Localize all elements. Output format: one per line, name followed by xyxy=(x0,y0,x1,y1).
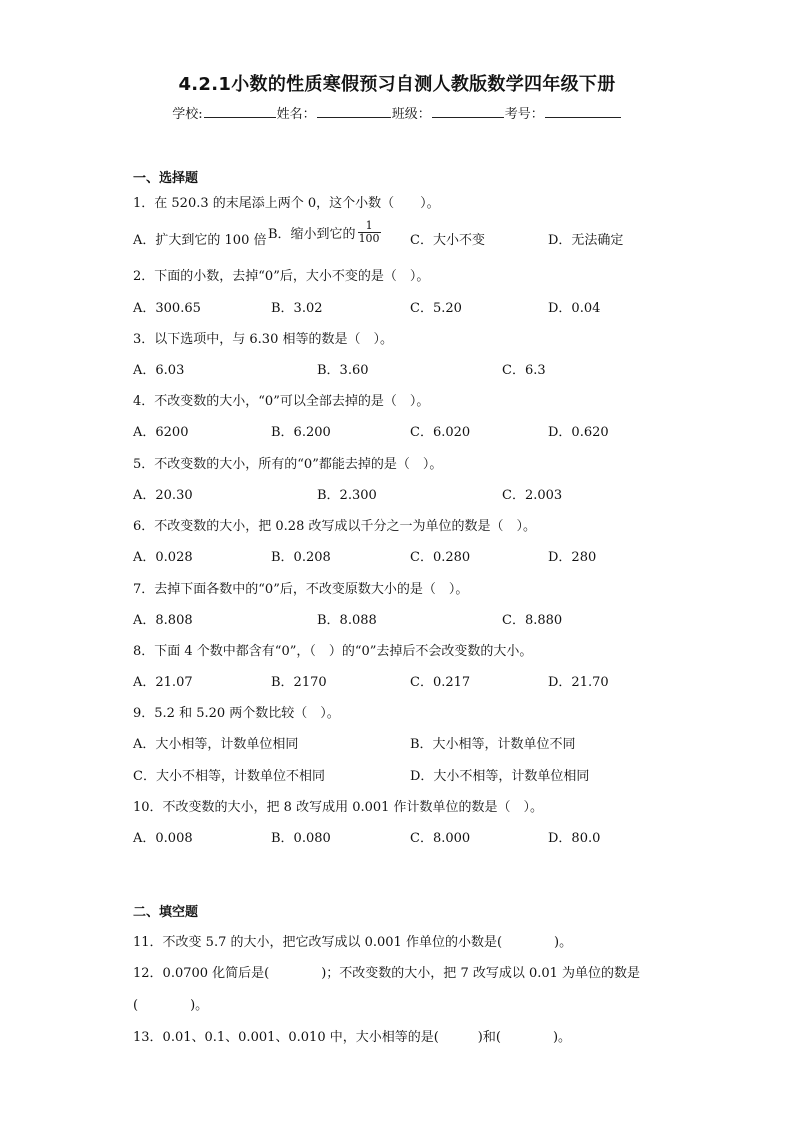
question-10-stem: 10．不改变数的大小，把 8 改写成用 0.001 作计数单位的数是（ ）。 xyxy=(133,800,544,815)
question-1-option-a[interactable]: A．扩大到它的 100 倍 xyxy=(133,233,267,248)
question-12-stem: 12．0.0700 化简后是( )；不改变数的大小，把 7 改写成以 0.01 为单位的数是 xyxy=(133,966,641,981)
question-5-option-b[interactable]: B．2.300 xyxy=(317,488,377,503)
question-1-stem: 1．在 520.3 的末尾添上两个 0，这个小数（ ）。 xyxy=(133,196,440,211)
number-blank[interactable] xyxy=(545,105,621,118)
student-info-line xyxy=(0,103,794,122)
question-8-option-d[interactable]: D．21.70 xyxy=(548,675,609,690)
question-11-stem: 11．不改变 5.7 的大小，把它改写成以 0.001 作单位的小数是( )。 xyxy=(133,935,573,950)
question-6-stem: 6．不改变数的大小，把 0.28 改写成以千分之一为单位的数是（ ）。 xyxy=(133,519,536,534)
question-4-option-b[interactable]: B．6.200 xyxy=(271,425,331,440)
question-9-stem: 9．5.2 和 5.20 两个数比较（ ）。 xyxy=(133,706,340,721)
question-2-stem: 2．下面的小数，去掉“0”后，大小不变的是（ ）。 xyxy=(133,269,430,284)
question-13-stem: 13．0.01、0.1、0.001、0.010 中，大小相等的是( )和( )。 xyxy=(133,1030,572,1045)
class-blank[interactable] xyxy=(432,105,504,118)
question-1-option-c[interactable]: C．大小不变 xyxy=(410,233,485,248)
question-8-stem: 8．下面 4 个数中都含有“0”，（ ）的“0”去掉后不会改变数的大小。 xyxy=(133,644,533,659)
fraction-denominator: 100 xyxy=(358,232,380,245)
page-title: 4.2.1小数的性质寒假预习自测人教版数学四年级下册 xyxy=(178,74,616,95)
question-4-option-c[interactable]: C．6.020 xyxy=(410,425,471,440)
number-label: 考号： xyxy=(504,107,544,122)
question-2-option-b[interactable]: B．3.02 xyxy=(271,301,323,316)
question-6-option-d[interactable]: D．280 xyxy=(548,550,597,565)
question-9-option-d[interactable]: D．大小不相等，计数单位相同 xyxy=(410,769,590,784)
question-10-option-a[interactable]: A．0.008 xyxy=(133,831,193,846)
fraction-numerator: 1 xyxy=(358,220,381,233)
school-blank[interactable] xyxy=(204,105,276,118)
question-2-option-a[interactable]: A．300.65 xyxy=(133,301,201,316)
question-9-option-c[interactable]: C．大小不相等，计数单位不相同 xyxy=(133,769,325,784)
question-5-option-c[interactable]: C．2.003 xyxy=(502,488,563,503)
question-5-option-a[interactable]: A．20.30 xyxy=(133,488,193,503)
question-5-stem: 5．不改变数的大小，所有的“0”都能去掉的是（ ）。 xyxy=(133,457,443,472)
question-7-option-c[interactable]: C．8.880 xyxy=(502,613,563,628)
question-2-option-d[interactable]: D．0.04 xyxy=(548,301,601,316)
question-10-option-d[interactable]: D．80.0 xyxy=(548,831,601,846)
question-8-option-a[interactable]: A．21.07 xyxy=(133,675,193,690)
question-9-option-b[interactable]: B．大小相等，计数单位不同 xyxy=(410,737,576,752)
question-7-option-b[interactable]: B．8.088 xyxy=(317,613,377,628)
question-12-continuation: ( )。 xyxy=(133,998,209,1013)
question-3-option-c[interactable]: C．6.3 xyxy=(502,363,546,378)
section-fill-heading: 二、填空题 xyxy=(133,905,199,920)
name-label: 姓名： xyxy=(276,107,316,122)
question-6-option-c[interactable]: C．0.280 xyxy=(410,550,471,565)
question-6-option-a[interactable]: A．0.028 xyxy=(133,550,193,565)
school-label: 学校: xyxy=(172,107,203,122)
question-1-option-b[interactable] xyxy=(268,219,383,247)
question-3-option-a[interactable]: A．6.03 xyxy=(133,363,185,378)
question-10-option-c[interactable]: C．8.000 xyxy=(410,831,471,846)
question-3-stem: 3．以下选项中，与 6.30 相等的数是（ ）。 xyxy=(133,332,393,347)
question-8-option-c[interactable]: C．0.217 xyxy=(410,675,471,690)
question-2-option-c[interactable]: C．5.20 xyxy=(410,301,462,316)
question-1-option-b-prefix: B．缩小到它的 xyxy=(268,227,356,242)
question-4-option-d[interactable]: D．0.620 xyxy=(548,425,609,440)
question-9-option-a[interactable]: A．大小相等，计数单位相同 xyxy=(133,737,299,752)
question-7-option-a[interactable]: A．8.808 xyxy=(133,613,193,628)
question-8-option-b[interactable]: B．2170 xyxy=(271,675,327,690)
section-choice-heading: 一、选择题 xyxy=(133,171,199,186)
question-10-option-b[interactable]: B．0.080 xyxy=(271,831,331,846)
question-4-stem: 4．不改变数的大小，“0”可以全部去掉的是（ ）。 xyxy=(133,394,430,409)
question-7-stem: 7．去掉下面各数中的“0”后，不改变原数大小的是（ ）。 xyxy=(133,582,469,597)
question-4-option-a[interactable]: A．6200 xyxy=(133,425,189,440)
question-6-option-b[interactable]: B．0.208 xyxy=(271,550,331,565)
class-label: 班级： xyxy=(391,107,431,122)
fraction-1-100 xyxy=(358,220,381,245)
question-1-option-d[interactable]: D．无法确定 xyxy=(548,233,624,248)
name-blank[interactable] xyxy=(317,105,391,118)
question-3-option-b[interactable]: B．3.60 xyxy=(317,363,369,378)
